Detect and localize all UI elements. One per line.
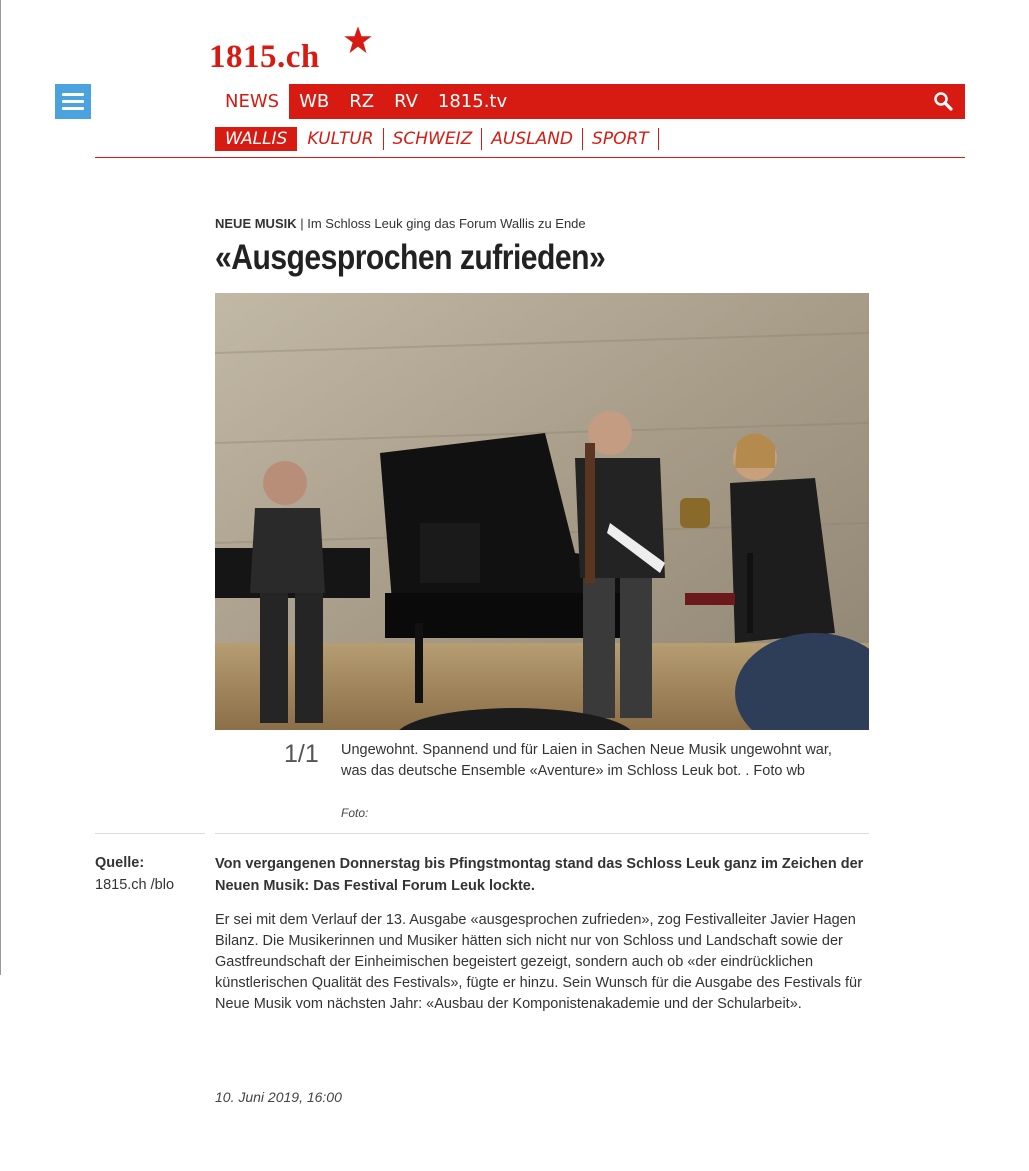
section-schweiz[interactable]: SCHWEIZ — [384, 128, 483, 150]
tab-news[interactable]: NEWS — [215, 84, 289, 119]
section-ausland[interactable]: AUSLAND — [482, 128, 583, 150]
search-icon[interactable] — [933, 91, 953, 111]
main-navigation — [215, 84, 965, 119]
window-edge — [0, 0, 1, 975]
article-headline: «Ausgesprochen zufrieden» — [215, 238, 606, 277]
star-icon — [343, 25, 373, 55]
kicker-text: | Im Schloss Leuk ging das Forum Wallis zu Ende — [296, 216, 586, 231]
photo-caption: Ungewohnt. Spannend und für Laien in Sachen Neue Musik ungewohnt war, was das deutsche Ensemble «Aventure» im Schloss Leuk bot. . Foto wb — [341, 742, 832, 779]
tab-1815-tv[interactable]: 1815.tv — [437, 91, 508, 112]
photo-credit-label: Foto: — [341, 806, 369, 820]
article-photo[interactable] — [215, 293, 869, 730]
site-logo[interactable] — [209, 36, 320, 78]
source-value: 1815.ch /blo — [95, 877, 175, 893]
tab-wb[interactable]: WB — [299, 91, 330, 112]
hamburger-menu-icon[interactable] — [55, 84, 91, 119]
section-wallis[interactable]: WALLIS — [215, 127, 297, 151]
publish-date: 10. Juni 2019, 16:00 — [215, 1089, 342, 1105]
tab-rz[interactable]: RZ — [349, 91, 375, 112]
article-body: Er sei mit dem Verlauf der 13. Ausgabe «ausgesprochen zufrieden», zog Festivalleiter Javier Hagen Bilanz. Die Musikerinnen und Musiker hätten sich nicht nur von Schloss und Landschaft sowie der Gastfreundschaft der Einheimischen begeistert gezeigt, sondern auch ob «der eindrücklichen künstlerischen Qualität des Festivals», fügte er hinzu. Sein Wunsch für die Ausgabe des Festivals für Neue Musik vom nächsten Jahr: «Ausbau der Komponistenakademie und der Schularbeit». — [215, 912, 862, 1012]
divider — [215, 833, 869, 834]
source-label: Quelle: — [95, 855, 145, 871]
concert-photo-illustration — [215, 293, 869, 730]
section-sport[interactable]: SPORT — [583, 128, 659, 150]
logo-text[interactable]: 1815.ch — [209, 39, 320, 75]
article-kicker — [215, 216, 586, 231]
kicker-category: NEUE MUSIK — [215, 216, 297, 231]
section-navigation — [215, 126, 659, 151]
tab-rv[interactable]: RV — [394, 91, 418, 112]
nav-divider — [95, 157, 965, 158]
gallery-counter: 1/1 — [284, 740, 319, 768]
article-lead: Von vergangenen Donnerstag bis Pfingstmontag stand das Schloss Leuk ganz im Zeichen der Neuen Musik: Das Festival Forum Leuk lockte. — [215, 856, 864, 894]
section-kultur[interactable]: KULTUR — [298, 128, 383, 150]
divider — [95, 833, 205, 834]
